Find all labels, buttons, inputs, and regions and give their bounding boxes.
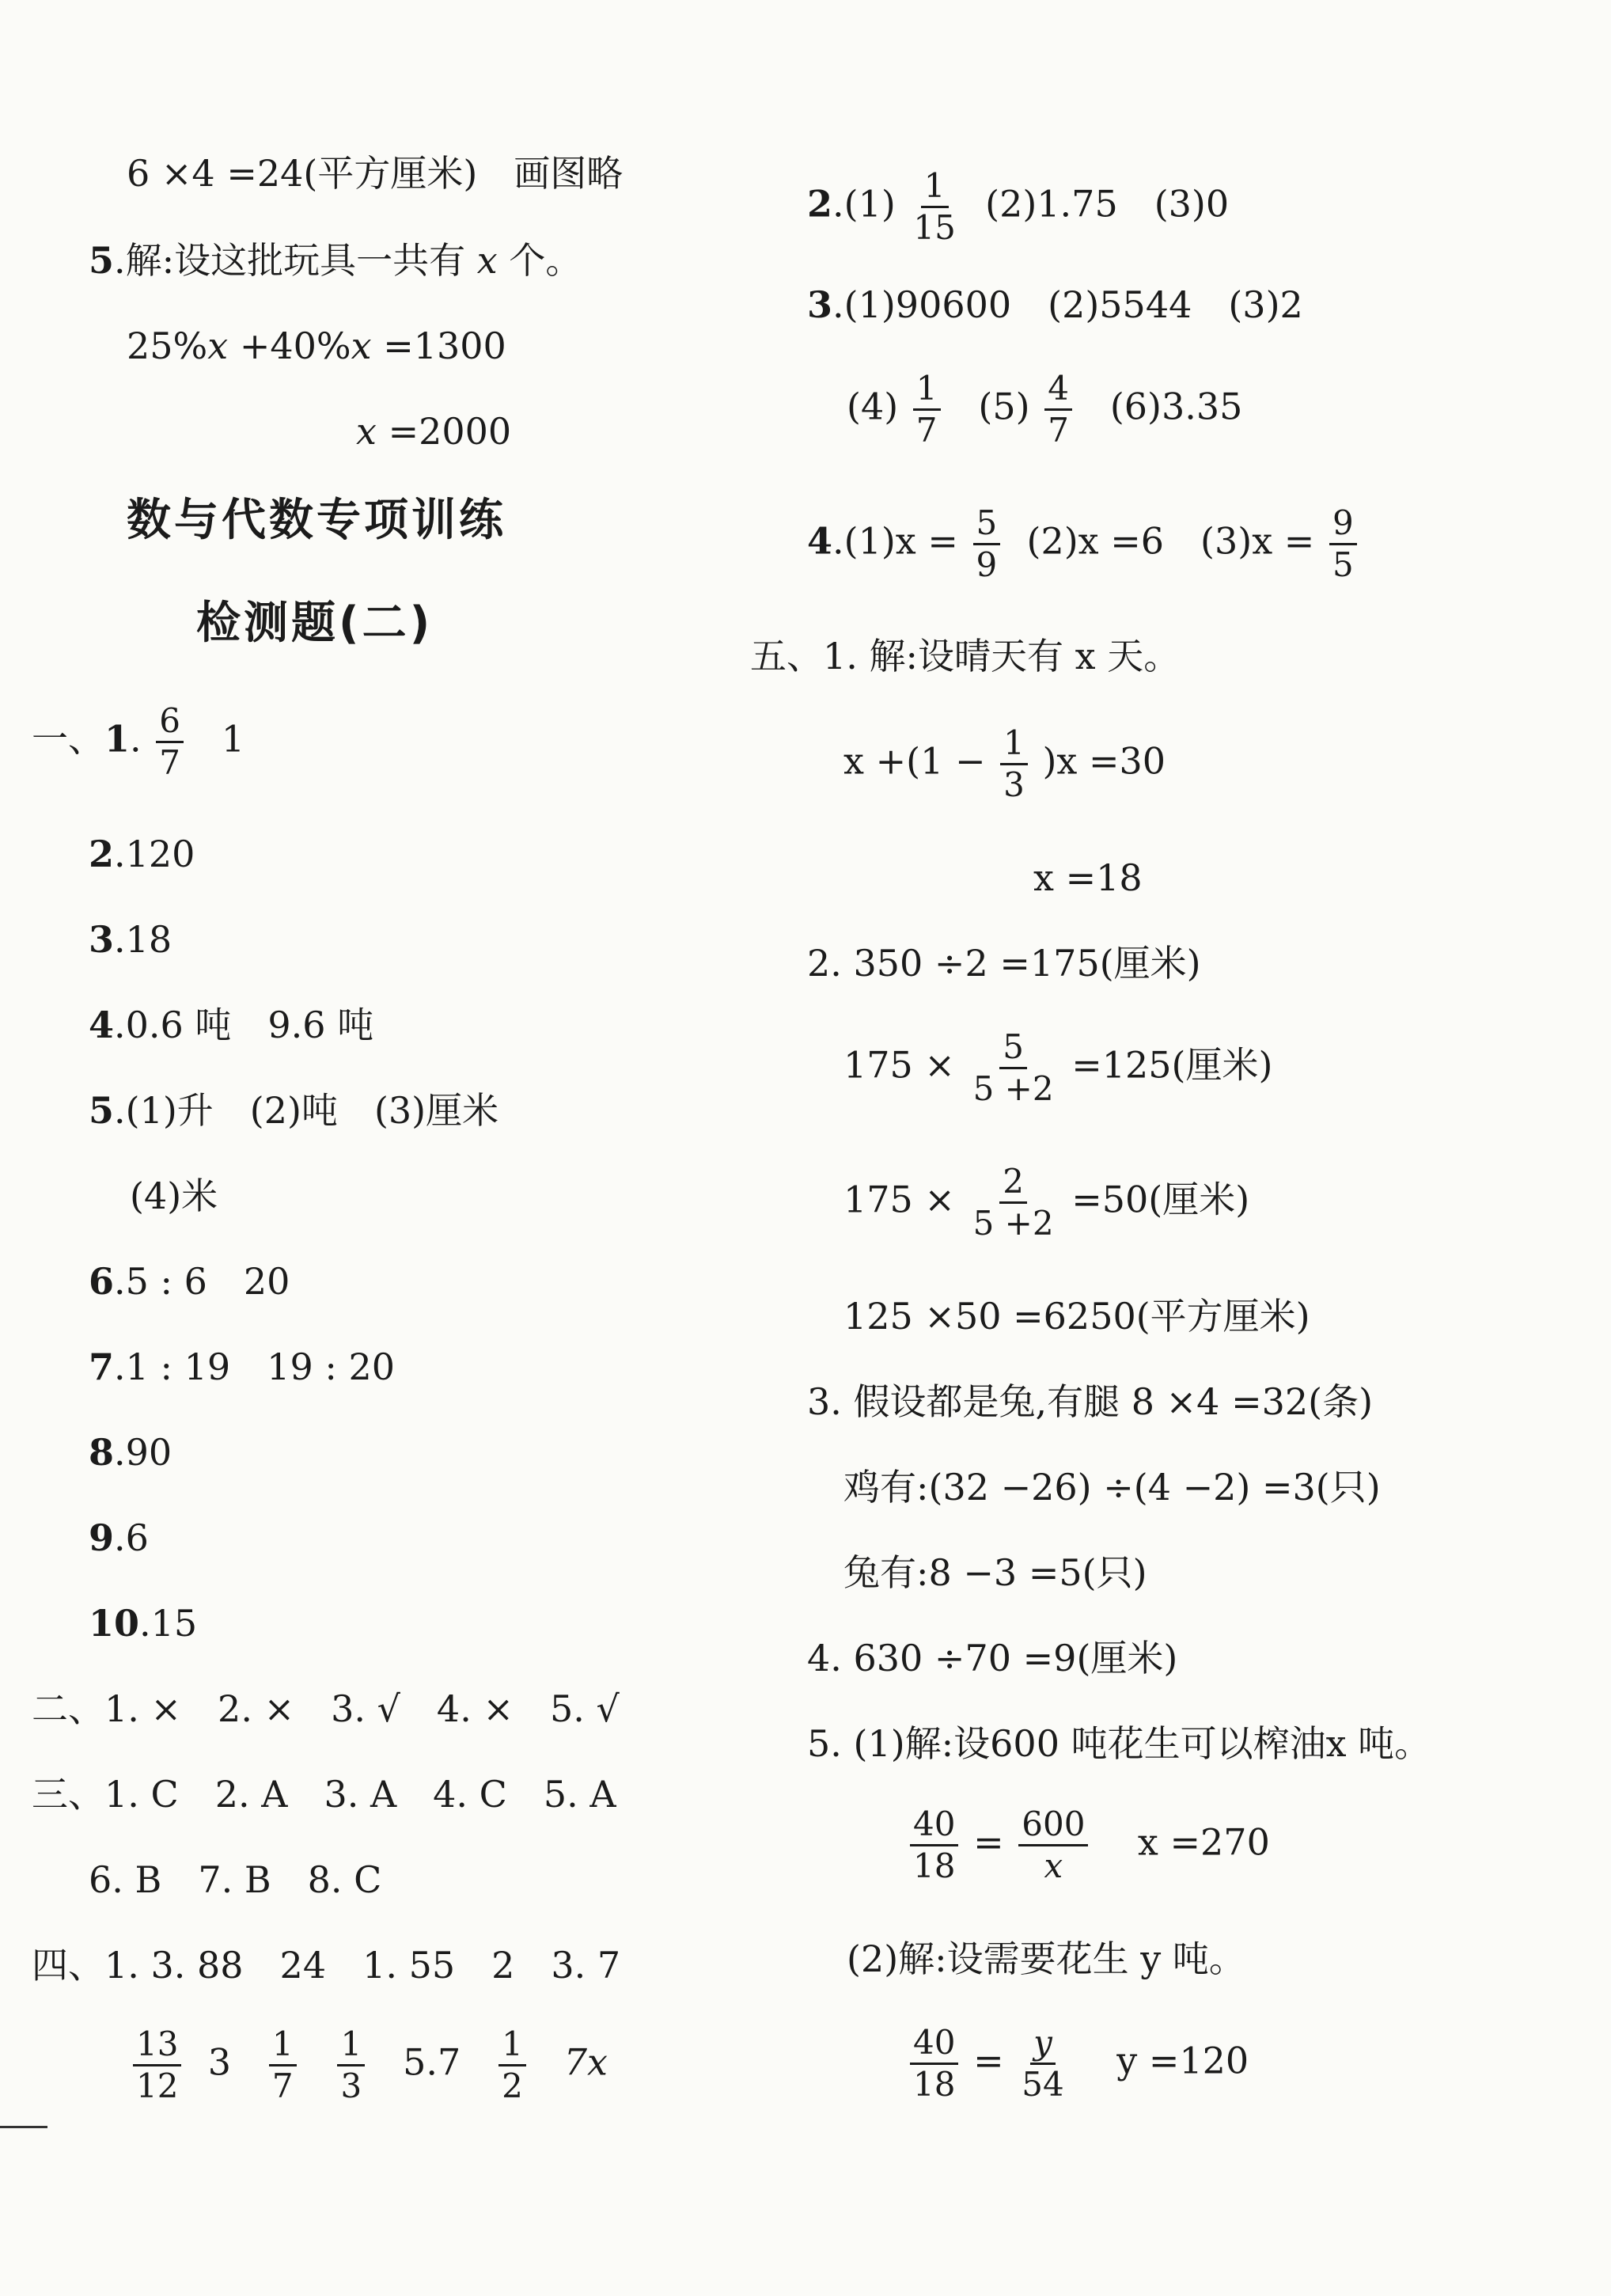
left-section-2: 二、1. × 2. × 3. √ 4. × 5. √ bbox=[32, 1687, 620, 1730]
left-q6: 6.5 : 6 20 bbox=[89, 1260, 290, 1303]
left-equation-2: x =2000 bbox=[356, 410, 512, 453]
right-s5-q5-eq1: $\frac{40}{18}$ = $\frac{600}{x}$ x =270 bbox=[907, 1808, 1270, 1883]
right-s5-q5: 5. (1)解:设600 吨花生可以榨油x 吨。 bbox=[807, 1722, 1431, 1765]
right-s5-q3-b: 鸡有:(32 −26) ÷(4 −2) =3(只) bbox=[843, 1466, 1381, 1509]
left-section-4b: $\frac{13}{12}$ 3 $\frac{1}{7}$ $\frac{1}{3}$ 5.7 $\frac{1}{2}$ 7x bbox=[130, 2028, 608, 2103]
left-q7: 7.1 : 19 19 : 20 bbox=[89, 1345, 395, 1388]
left-q5-setup: 5.解:设这批玩具一共有 x 个。 bbox=[89, 239, 582, 282]
left-equation-1: 25%x +40%x =1300 bbox=[127, 324, 506, 367]
left-q2: 2.120 bbox=[89, 833, 195, 875]
right-s5-q2-b: 175 × $\frac{5}{5 +2}$ =125(厘米) bbox=[843, 1027, 1273, 1108]
left-s1-q1: 一、1. $\frac{6}{7}$ 1 bbox=[32, 701, 245, 782]
right-s5-q3-c: 兔有:8 −3 =5(只) bbox=[843, 1551, 1147, 1594]
right-s5-equation-2: x =18 bbox=[1033, 856, 1143, 899]
right-s5-q2-d: 125 ×50 =6250(平方厘米) bbox=[843, 1295, 1310, 1338]
left-q8: 8.90 bbox=[89, 1431, 172, 1474]
left-q4: 4.0.6 吨 9.6 吨 bbox=[89, 1004, 374, 1046]
right-s5-q2-c: 175 × $\frac{2}{5 +2}$ =50(厘米) bbox=[843, 1162, 1250, 1243]
left-section-3b: 6. B 7. B 8. C bbox=[89, 1858, 382, 1901]
left-q9: 9.6 bbox=[89, 1516, 149, 1559]
right-q2: 2.(1) $\frac{1}{15}$ (2)1.75 (3)0 bbox=[807, 166, 1230, 247]
right-s5-q4: 4. 630 ÷70 =9(厘米) bbox=[807, 1637, 1178, 1679]
right-q3: 3.(1)90600 (2)5544 (3)2 bbox=[807, 283, 1303, 326]
fraction: $\frac{6}{7}$ bbox=[156, 704, 184, 780]
right-s5-q5-part2: (2)解:设需要花生 y 吨。 bbox=[847, 1937, 1245, 1980]
right-q4: 4.(1)x = $\frac{5}{9}$ (2)x =6 (3)x = $\frac{9}{5}$ bbox=[807, 507, 1360, 582]
left-q3: 3.18 bbox=[89, 918, 172, 961]
page-corner-rule bbox=[0, 2126, 47, 2128]
section-title: 数与代数专项训练 bbox=[127, 495, 506, 546]
right-q3-b: (4) $\frac{1}{7}$ (5) $\frac{4}{7}$ (6)3.35 bbox=[847, 369, 1243, 450]
left-section-4a: 四、1. 3. 88 24 1. 55 2 3. 7 bbox=[32, 1944, 621, 1987]
right-s5-q5-eq2: $\frac{40}{18}$ = $\frac{y}{54}$ y =120 bbox=[907, 2026, 1249, 2101]
right-s5-q3: 3. 假设都是兔,有腿 8 ×4 =32(条) bbox=[807, 1380, 1374, 1423]
left-section-3a: 三、1. C 2. A 3. A 4. C 5. A bbox=[32, 1773, 616, 1816]
right-s5-equation-1: x +(1 − $\frac{1}{3}$ )x =30 bbox=[843, 723, 1166, 804]
left-q10: 10.15 bbox=[89, 1602, 198, 1645]
left-q5-units: 5.(1)升 (2)吨 (3)厘米 bbox=[89, 1089, 499, 1132]
right-s5-q2: 2. 350 ÷2 =175(厘米) bbox=[807, 942, 1201, 985]
left-q5-units-2: (4)米 bbox=[130, 1175, 218, 1217]
section-subtitle: 检测题(二) bbox=[196, 598, 434, 649]
right-section-5-q1: 五、1. 解:设晴天有 x 天。 bbox=[750, 635, 1181, 677]
left-line-area: 6 ×4 =24(平方厘米) 画图略 bbox=[127, 152, 624, 195]
